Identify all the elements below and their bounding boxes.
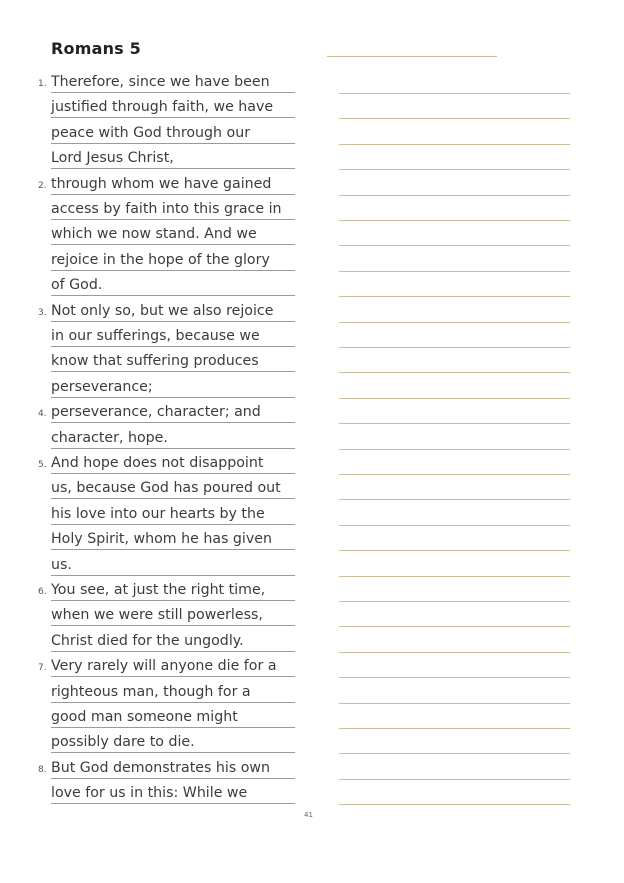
blank-writing-line[interactable]: [339, 93, 570, 94]
verse-line-text: And hope does not disappoint: [51, 454, 264, 471]
verse-line-text: character, hope.: [51, 429, 168, 446]
page-number: 41: [304, 811, 313, 819]
verse-line-text: of God.: [51, 277, 103, 294]
blank-writing-line[interactable]: [339, 499, 570, 500]
blank-writing-line[interactable]: [339, 703, 570, 704]
verse-number: 6.: [38, 586, 47, 597]
verse-line: [51, 322, 295, 347]
blank-writing-line[interactable]: [339, 372, 570, 373]
verse-line: [51, 474, 295, 499]
verse-line-text: which we now stand. And we: [51, 226, 257, 243]
verse-line-text: his love into our hearts by the: [51, 505, 265, 522]
verse-number: 4.: [38, 409, 47, 420]
blank-writing-line[interactable]: [339, 525, 570, 526]
verse-line-text: perseverance, character; and: [51, 404, 261, 421]
verse-line-text: love for us in this: While we: [51, 785, 248, 802]
verse-line-text: Lord Jesus Christ,: [51, 150, 174, 167]
blank-writing-line[interactable]: [339, 322, 570, 323]
verse-line-text: rejoice in the hope of the glory: [51, 251, 270, 268]
verse-line-text: You see, at just the right time,: [51, 581, 266, 598]
verse-line-text: when we were still powerless,: [51, 607, 263, 624]
verse-line-text: through whom we have gained: [51, 175, 272, 192]
title-writing-line: [327, 56, 497, 57]
verse-line: [38, 68, 295, 93]
verse-line-text: us.: [51, 556, 72, 573]
verse-line: [51, 703, 295, 728]
blank-writing-line[interactable]: [339, 347, 570, 348]
blank-writing-line[interactable]: [339, 677, 570, 678]
verse-line: [51, 779, 295, 804]
verse-line: [51, 423, 295, 448]
blank-writing-line[interactable]: [339, 195, 570, 196]
verse-number: 5.: [38, 459, 47, 470]
verse-line: [51, 118, 295, 143]
verse-line-text: know that suffering produces: [51, 353, 259, 370]
verse-line-text: us, because God has poured out: [51, 480, 281, 497]
verse-line: [51, 601, 295, 626]
verse-line-text: possibly dare to die.: [51, 734, 195, 751]
verse-line-text: in our sufferings, because we: [51, 327, 260, 344]
blank-writing-line[interactable]: [339, 728, 570, 729]
verse-line: [38, 296, 295, 321]
verse-line: [38, 169, 295, 194]
blank-writing-line[interactable]: [339, 474, 570, 475]
verse-line: [51, 550, 295, 575]
blank-writing-line[interactable]: [339, 423, 570, 424]
verse-line-text: perseverance;: [51, 378, 153, 395]
verse-number: 3.: [38, 307, 47, 318]
verse-number: 1.: [38, 78, 47, 89]
verse-line: [51, 271, 295, 296]
verse-line: [51, 245, 295, 270]
blank-writing-line[interactable]: [339, 779, 570, 780]
blank-writing-line[interactable]: [339, 118, 570, 119]
blank-writing-line[interactable]: [339, 804, 570, 805]
verse-line: [38, 652, 295, 677]
verse-line: [51, 195, 295, 220]
blank-writing-line[interactable]: [339, 296, 570, 297]
verse-line: [51, 93, 295, 118]
verse-line-text: Christ died for the ungodly.: [51, 632, 244, 649]
verse-line: [38, 398, 295, 423]
blank-writing-line[interactable]: [339, 271, 570, 272]
verse-line-text: good man someone might: [51, 708, 238, 725]
blank-writing-line[interactable]: [339, 601, 570, 602]
blank-writing-line[interactable]: [339, 626, 570, 627]
blank-writing-line[interactable]: [339, 398, 570, 399]
verse-line: [51, 499, 295, 524]
verse-line: [51, 144, 295, 169]
verse-line: [51, 525, 295, 550]
verse-number: 7.: [38, 663, 47, 674]
verse-line: [51, 677, 295, 702]
blank-writing-line[interactable]: [339, 449, 570, 450]
verse-line: [51, 220, 295, 245]
blank-writing-line[interactable]: [339, 169, 570, 170]
verse-line-text: Not only so, but we also rejoice: [51, 302, 274, 319]
verse-line: [51, 372, 295, 397]
verse-line-text: peace with God through our: [51, 124, 251, 141]
blank-writing-line[interactable]: [339, 220, 570, 221]
verse-line: [51, 347, 295, 372]
verse-line: [38, 449, 295, 474]
verse-line-text: righteous man, though for a: [51, 683, 251, 700]
verse-line-text: Therefore, since we have been: [51, 73, 270, 90]
verse-line-text: But God demonstrates his own: [51, 759, 270, 776]
verse-line-text: Holy Spirit, whom he has given: [51, 531, 272, 548]
verse-line-text: justified through faith, we have: [51, 99, 274, 116]
verse-line: [51, 626, 295, 651]
blank-writing-line[interactable]: [339, 144, 570, 145]
verse-line: [51, 728, 295, 753]
page-title: Romans 5: [51, 39, 141, 58]
blank-writing-line[interactable]: [339, 576, 570, 577]
blank-writing-line[interactable]: [339, 550, 570, 551]
verse-line-text: access by faith into this grace in: [51, 200, 282, 217]
blank-writing-line[interactable]: [339, 652, 570, 653]
verse-line-text: Very rarely will anyone die for a: [51, 658, 277, 675]
verse-number: 8.: [38, 764, 47, 775]
verse-line: [38, 576, 295, 601]
verse-number: 2.: [38, 180, 47, 191]
blank-writing-line[interactable]: [339, 753, 570, 754]
verse-line: [38, 753, 295, 778]
blank-writing-line[interactable]: [339, 245, 570, 246]
